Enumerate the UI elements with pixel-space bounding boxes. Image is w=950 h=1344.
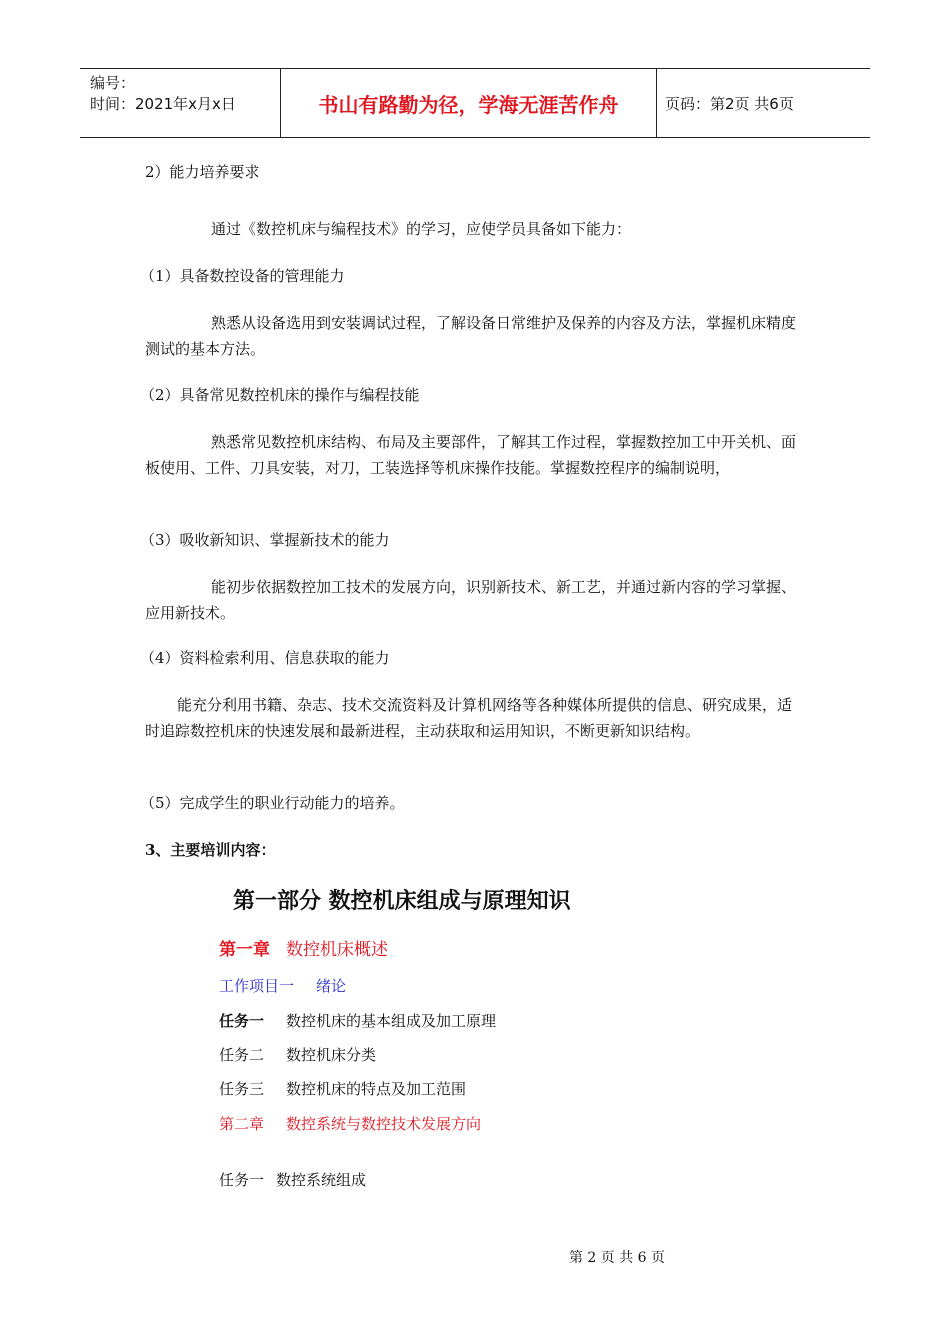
page-header bbox=[80, 68, 870, 138]
header-meta bbox=[80, 69, 281, 137]
item3-title: （3）吸收新知识、掌握新技术的能力 bbox=[140, 531, 390, 549]
chapter1-heading bbox=[219, 940, 388, 960]
task1-title: 数控机床的基本组成及加工原理 bbox=[286, 1012, 497, 1030]
chapter1-title: 数控机床概述 bbox=[286, 940, 388, 960]
header-page-info: 页码：第2页 共6页 bbox=[665, 94, 794, 113]
item4-title: （4）资料检索利用、信息获取的能力 bbox=[140, 649, 390, 667]
project1-title: 绪论 bbox=[316, 977, 347, 995]
chapter2-heading bbox=[219, 1114, 481, 1134]
footer-page-number: 第 2 页 共 6 页 bbox=[568, 1250, 666, 1266]
task2-title: 数控机床分类 bbox=[286, 1046, 377, 1064]
item2-title: （2）具备常见数控机床的操作与编程技能 bbox=[140, 386, 420, 404]
task1-row bbox=[219, 1011, 496, 1031]
task4-row bbox=[219, 1170, 366, 1190]
task4-title: 数控系统组成 bbox=[276, 1171, 367, 1189]
item5-title: （5）完成学生的职业行动能力的培养。 bbox=[140, 794, 405, 812]
intro-paragraph: 通过《数控机床与编程技术》的学习，应使学员具备如下能力： bbox=[211, 220, 632, 238]
chapter2-title: 数控系统与数控技术发展方向 bbox=[286, 1115, 482, 1133]
item2-text: 熟悉常见数控机床结构、布局及主要部件，了解其工作过程，掌握数控加工中开关机、面板使用、工件、刀具安装，对刀，工装选择等机床操作技能。掌握数控程序的编制说明， bbox=[145, 433, 797, 477]
chapter1-label: 第一章 bbox=[219, 940, 270, 960]
project1-label: 工作项目一 bbox=[219, 977, 295, 995]
task2-row bbox=[219, 1045, 376, 1065]
chapter2-label: 第二章 bbox=[219, 1115, 265, 1133]
section-content-heading: 3、主要培训内容： bbox=[145, 841, 276, 859]
number-label: 编号： bbox=[90, 74, 136, 92]
item3-text: 能初步依据数控加工技术的发展方向，识别新技术、新工艺，并通过新内容的学习掌握、应用新技术。 bbox=[145, 578, 797, 622]
task1-label: 任务一 bbox=[219, 1012, 265, 1030]
header-motto: 书山有路勤为径，学海无涯苦作舟 bbox=[281, 69, 657, 137]
item1-text: 熟悉从设备选用到安装调试过程，了解设备日常维护及保养的内容及方法，掌握机床精度测试的基本方法。 bbox=[145, 314, 797, 358]
task3-title: 数控机床的特点及加工范围 bbox=[286, 1080, 467, 1098]
task2-label: 任务二 bbox=[219, 1046, 265, 1064]
section-ability-heading: 2）能力培养要求 bbox=[145, 163, 260, 181]
part-title: 第一部分 数控机床组成与原理知识 bbox=[233, 889, 571, 914]
page-footer bbox=[0, 1247, 950, 1267]
task3-row bbox=[219, 1079, 466, 1099]
task3-label: 任务三 bbox=[219, 1080, 265, 1098]
item1-title: （1）具备数控设备的管理能力 bbox=[140, 267, 345, 285]
item4-text: 能充分利用书籍、杂志、技术交流资料及计算机网络等各种媒体所提供的信息、研究成果，适时追踪数控机床的快速发展和最新进程，主动获取和运用知识，不断更新知识结构。 bbox=[145, 696, 793, 740]
project1-heading bbox=[219, 976, 346, 996]
time-label: 时间：2021年x月x日 bbox=[90, 95, 236, 113]
task4-label: 任务一 bbox=[219, 1171, 265, 1189]
